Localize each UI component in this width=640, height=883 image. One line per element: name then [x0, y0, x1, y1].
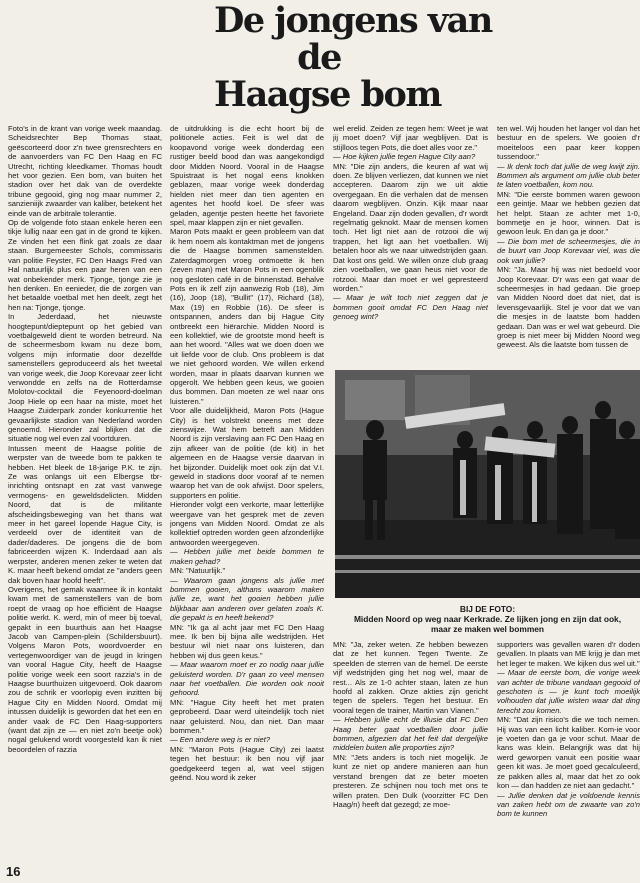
paragraph: MN: "Hague City heeft het met praten geprobeerd. Daar werd uiteindelijk toch niet naar geluisterd. Nou, dan niet. Dan maar bommen." [170, 697, 324, 735]
caption-title: BIJ DE FOTO: [459, 604, 516, 614]
paragraph: — Maar waarom moet er zo nodig naar jullie geluisterd worden. D'r gaan zo veel mensen naar het voetballen. Die worden ook nooit gehoord. [170, 660, 324, 698]
paragraph: — Hebben jullie echt de illusie dat FC Den Haag beter gaat voetballen door jullie bommen, afgezien dat het feit dat dergelijke middelen buiten alle proporties zijn? [333, 715, 488, 753]
paragraph: — Ik denk toch dat jullie de weg kwijt zijn. Bommen als argument om jullie club beter te laten voetballen, kom nou. [497, 161, 640, 190]
paragraph: MN: "Jets anders is toch niet mogelijk. Je kunt ze niet op andere manieren aan hun verstand brengen dat ze beter moeten presteren. Ze schijnen nou toch met ons te willen praten. Den Dulk (voorzitter FC Den Haag/n) heeft dat gezegd; ze moe- [333, 752, 488, 809]
article-column-4 [497, 124, 640, 364]
paragraph: Op de volgende foto staan enkele heren een tikje lullig naar een gat in de grond te kijken. Ze vinden het een flink gat zoals ze daar staan. Burgemeester Schols, commissaris van politie Feyster, FC Den Haags Fred van Hal natuurlijk plus een paar heren van een wat onbekender merk. Tjonge, tjonge zie je hen denken. En eenieder, die de zorgen van het betaalde voetbal met hen deelt, zegt het hen na: Tjonge, tjonge. [8, 218, 162, 312]
page-number: 16 [6, 864, 21, 879]
paragraph: MN: "Die eerste bommen waren gewoon een geintje. Maar we hebben gezien dat het helpt. Staan ze achter met 1-0, bommetje en je hoor, winnen. Dat is gewoon leuk. En dan ga je door." [497, 189, 640, 237]
paragraph: — Hebben jullie met beide bommen te maken gehad? [170, 547, 324, 566]
article-column-1 [8, 124, 162, 862]
caption-line-2: maar ze maken wel bommen [430, 624, 545, 634]
paragraph: — Die bom met de scheermesjes, die in de buurt van Joop Korevaar viel, was die ook van jullie? [497, 236, 640, 265]
article-column-5 [333, 640, 488, 870]
headline-line-3: Haagse bom [214, 74, 441, 115]
paragraph: de uitdrukking is die echt hoort bij de politionele acties. Feit is wel dat de koopavond vorige week donderdag een rustiger beeld bood dan was aangekondigd door Midden Noord. Vooral in de Haagse Spuistraat is het nogal eens knokken geblazen, maar vorige week donderdag hielden niet meer dan tien agenten en agentes het hoofd koel. De sfeer was geladen, agentje pesten heette het favoriete spel, maar klappen zijn er niet gevallen. [170, 124, 324, 228]
paragraph: Voor alle duidelijkheid, Maron Pots (Hague City) is het volstrekt oneens met deze zienswijze. Wat hem betreft aan Midden Noord is zijn verslaving aan FC Den Haag en zijn afkeer van de politie (de kit) in het algemeen en de Haagse versie daarvan in het bijzonder. Duidelijk moet ook zijn dat V.I. geweld in stadions door vooraf af te nemen waarop het van de ook afwijst. Door spelers, supporters en politie. [170, 406, 324, 500]
headline [214, 0, 492, 115]
paragraph: Hieronder volgt een verkorte, maar letterlijke weergave van het gesprek met de zeven jongens van Midden Noord. Omdat ze als kollektief optreden worden geen afzonderlijke antwoorden weergegeven. [170, 500, 324, 547]
paragraph: — Waarom gaan jongens als jullie met bommen gooien, althans waarom maken jullie ze, want het gooien hebben jullie blijkbaar aan anderen over gelaten zoals K. die gepakt is en heeft bekend? [170, 575, 324, 623]
article-column-3 [333, 124, 488, 364]
paragraph: ten wel. Wij houden het langer vol dan het bestuur en de spelers. We gooien d'r moeiteloos een paar keer koppen tussendoor." [497, 124, 640, 162]
paragraph: MN: "Natuurlijk." [170, 566, 226, 576]
paragraph: — Een andere weg is er niet? [170, 735, 271, 745]
caption-line-1: Midden Noord op weg naar Kerkrade. Ze lijken jong en zijn dat ook, [353, 614, 622, 624]
paragraph: supporters was gevallen waren d'r doden gevallen. In plaats van ME krijg je dan met het leger te maken. We kijken dus wel uit." [497, 640, 640, 668]
article-column-2 [170, 124, 324, 862]
paragraph: MN: "Ja, zeker weten. Ze hebben bewezen dat ze het kunnen. Tegen Twente. Ze speelden de sterren van de hemel. De eerste vijf wedstrijden ging het nog wel, maar de rest... Als ze 1-0 achter staan, laten ze hun hoofd al zakken. Onze akties zijn gericht tegen de spelers. Tegen het bestuur. En vooral tegen de trainer, Martin van Vianen." [333, 640, 488, 715]
headline-line-1: De jongens van [214, 0, 492, 41]
photo-illustration [335, 370, 640, 598]
paragraph: Intussen meent de Haagse politie de werpster van de tweede bom te pakken te hebben. Het bleek de 18-jarige P.K. te zijn. Ze was onlangs uit een Elbergse tbr-inrichting ontsnapt en zat vast vanwege vermogens- en geweldsdelicten. Midden Noord, dat is de militante afscheidingsbeweging van het thans wat meer in het gareel lopende Hague City, is verdeeld over de identiteit van de dader/daderes. De jongens die de bom fabriceerden wijzen K. Inderdaad aan als werpster, anderen menen zeker te weten dat K. maar heeft bekend omdat ze "anders geen dak boven haar hoofd heeft". [8, 443, 162, 585]
headline-line-2: de [297, 37, 341, 78]
paragraph: In Jederdaad, het nieuwste hoogtepunt/dieptepunt op het gebied van voetbalgeweld dient te worden betreurd. Na de scheermesbom kwam nu deze bom, volgens mijn informatie door dezelfde samenstellers geproduceerd als het tweetal van vorige week, die Joop Korevaar zeer licht verwondde en zelfs na de Rotterdamse Molotov-cocktail die Feyenoord-doelman Joop Hiele op een haar na miste, moet het Haagse Zuiderpark zonder konkurrentie het gevaarlijkste stadion van Nederland worden genoemd. Hieronder zal blijken dat die situatie nog wel even zal voortduren. [8, 312, 162, 444]
paragraph: Maron Pots maakt er geen probleem van dat ik hem noem als kontaktman met de jongens die de Haagse bommen samenstelden. Zaterdagmorgen vroeg ontmoette ik hen (zeven man) met Maron Pots in een ogenblik nog gesloten café in de binnenstad. Behalve Pots en ik zelf zijn aanwezig Rob (18), Jim (16), Joop (18), "Bullit" (17), Richard (18), Max (19) en Robbie (16). De sfeer is ontspannen, anders dan bij Hague City ontbreekt een hiërarchie. Midden Noord is een kollektief, wie de grootste mond heeft is aan het woord. "Alles wat we doen doen we uit liefde voor de club. Ons probleem is dat we niet gehoord worden. We willen erkend worden, maar in plaats daarvan kunnen we opgerolt. We hebben geen keus, we gooien dus bommen. Dan moeten ze wel naar ons luisteren." [170, 227, 324, 406]
paragraph: — Maar je wilt toch niet zeggen dat je bommen gooit omdat FC Den Haag niet genoeg wint? [333, 293, 488, 322]
supporters-photo [335, 370, 640, 598]
paragraph: MN: "Maron Pots (Hague City) zei laatst tegen het bestuur: ik ben nou vijf jaar goedgekeerd tegen al, wat veel stijgen geënd. Nou word ik zeker [170, 744, 324, 783]
paragraph: MN: "Ja. Maar hij was niet bedoeld voor Joop Korevaar. D'r was een gat waar de scheermesjes in had gedaan. Die groep van Midden Noord doet dat niet, dat is levensgevaarlijk. Stel je voor dat we van die mesjes in de laatste bom hadden gedaan. Dan was er wel wat gebeurd. Die groep is niet meer bij Midden Noord weg geweest. Als die laatste bom tussen de [497, 265, 640, 350]
paragraph: wel erelid. Zeiden ze tegen hem: Weet je wat jij moet doen? Vijf jaar wegblijven. Dat is stijlloos tegen Pots, die doet alles voor ze." [333, 124, 488, 152]
paragraph: — Jullie denken dat je voldoende kennis van zaken hebt om de zwaarte van zo'n bom te kunnen [497, 790, 640, 819]
paragraph: Foto's in de krant van vorige week maandag. Scheidsrechter Bep Thomas staat, geëscorteerd door z'n twee grensrechters en de aanvoerders van FC Den Haag en FC Utrecht, richting kleedkamer. Thomas houdt het voor gezien. Een bom, van buiten het stadion over het dak van de overdekte tribune gegooid, ging nog maar nummer 2, sanzieniijk zwaarder van kaliber, betekent het einde van de arbitrale tolerantie. [8, 124, 162, 218]
photo-caption [335, 604, 640, 634]
paragraph: Overigens, het gemak waarmee ik in kontakt kwam met de samenstellers van de bom roept de vraag op hoe efficiënt de Haagse politie werkt. K. werd, min of meer bij toeval, gepakt in een buurthuis aan het Haagse Jacob van Campen-plein (Schildersbuurt). Volgens Maron Pots, woordvoerder en vertegenwoordiger van de jeugd in kringen van vooral Hague City, heeft de Haagse politie vorige week een soort razzia's in de Haagse buurthuizen uitgevoerd. Ook daarom zou de schrik er voorlopig even inzitten bij Hague City en Midden Noord. Omdat mij intussen duidelijk is geworden dat het een en ander vaak de FC Den Haag-supporters (want dat zijn ze — en niet zo'n beetje ook) nogal gelukend wordt voorgesteld kan ik niet beoordelen of razzia [8, 584, 162, 754]
paragraph: MN: "Ik ga al acht jaar met FC Den Haag mee. Ik ben bij bijna alle wedstrijden. Het bestuur wil niet naar ons luisteren, dan hebben wij dus geen keus." [170, 622, 324, 660]
paragraph: — Hoe kijken jullie tegen Hague City aan? [333, 152, 476, 162]
paragraph: — Maar de eerste bom, die vorige week van achter de tribune vandaan gegooid of geschoten is — je kunt toch moeilijk volhouden dat jullie wisten waar dat ding terecht zou komen. [497, 668, 640, 715]
paragraph: MN: "Dat zijn risico's die we toch nemen. Hij was van een licht kaliber. Kom-ie voor je voeten dan ga je voor schut. Maar de kans was klein. Belangrijk was dat hij werd geworpen vanuit een positie waar geen kit was. Je moet goed gecalculeerd, ze pakken alles al, maar dat het zo ook kon — dan hadden ze niet aan gedacht." [497, 715, 640, 791]
article-column-6 [497, 640, 640, 870]
paragraph: MN: "Die zijn anders, die keuren af wat wij doen. Ze blijven verliezen, dat kunnen we niet accepteren. Daarom zijn we uit aktie overgegaan. En die verhalen dat de mensen daarom wegblijven. Onzin. Kijk maar naar Engeland. Daar zijn doden gevallen, d'r wordt regelmatig geknokt. Maar de mensen komen toch. Het ligt niet aan de rotzooi die wij trappen, het ligt aan het voetballen. Wij betalen hoor als we naar uitwedstrijden gaan. Dat kost ons geld. We willen onze club graag zien voetballen, we gaan heus niet voor de rotzooi. Maar dan moet er wel gepresteerd worden." [333, 161, 488, 293]
